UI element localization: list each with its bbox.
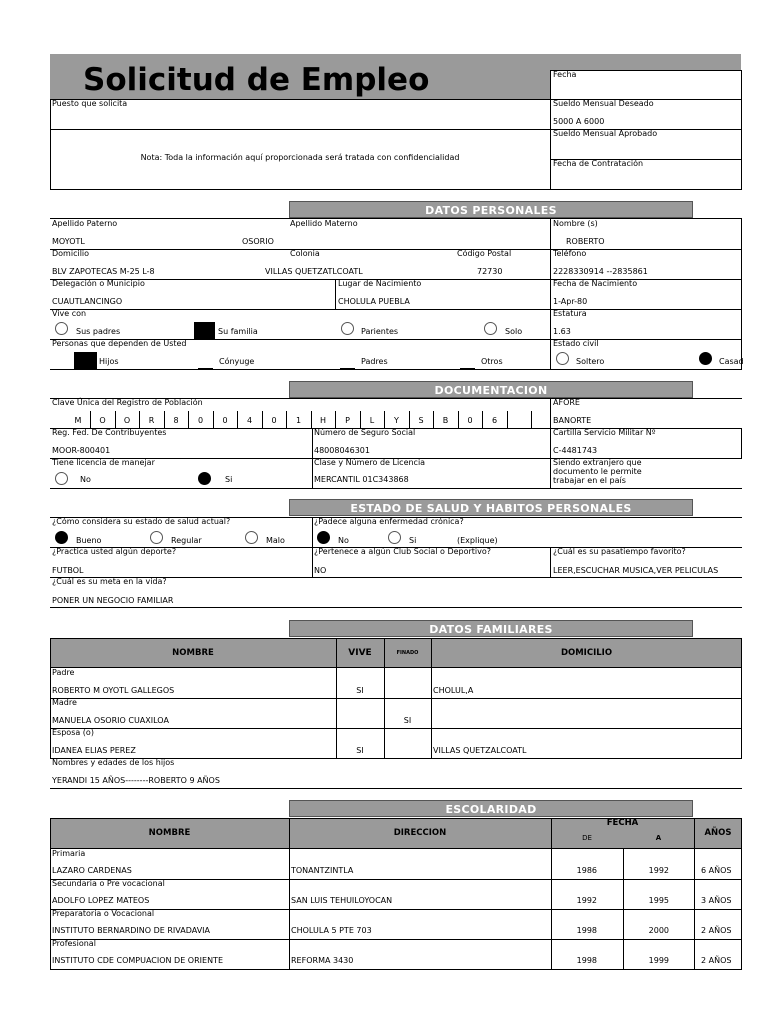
cronica-si-radio[interactable] bbox=[388, 531, 401, 544]
escolaridad-de[interactable]: 1998 bbox=[576, 926, 597, 935]
curp-char-8[interactable]: 4 bbox=[246, 416, 253, 425]
estatura-value[interactable]: 1.63 bbox=[553, 327, 571, 336]
curp-char-14[interactable]: Y bbox=[394, 416, 399, 425]
page-title: Solicitud de Empleo bbox=[83, 62, 430, 98]
apellido-materno-label: Apellido Materno bbox=[290, 219, 358, 228]
meta-label: ¿Cuál es su meta en la vida? bbox=[52, 577, 167, 586]
escolaridad-nombre[interactable]: ADOLFO LOPEZ MATEOS bbox=[52, 896, 150, 905]
salud-bueno-label: Bueno bbox=[76, 536, 102, 545]
escolaridad-de[interactable]: 1992 bbox=[576, 896, 597, 905]
section-header-salud: ESTADO DE SALUD Y HABITOS PERSONALES bbox=[289, 499, 693, 516]
fecha-nac-label: Fecha de Nacimiento bbox=[553, 279, 638, 288]
familiar-vive[interactable]: SI bbox=[356, 746, 364, 755]
vive-con-solo-radio[interactable] bbox=[484, 322, 497, 335]
rfc-label: Reg. Fed. De Contribuyentes bbox=[52, 428, 167, 437]
hijos-label: Nombres y edades de los hijos bbox=[52, 758, 175, 767]
familiar-finado[interactable]: SI bbox=[403, 716, 412, 725]
curp-char-7[interactable]: 0 bbox=[222, 416, 228, 425]
curp-cell-divider bbox=[531, 411, 532, 428]
lugar-nac-label: Lugar de Nacimiento bbox=[338, 279, 422, 288]
cartilla-label: Cartilla Servicio Militar Nº bbox=[553, 428, 656, 437]
licencia-si-label: Si bbox=[225, 475, 233, 484]
dependientes-label: Personas que dependen de Usted bbox=[52, 339, 187, 348]
curp-char-15[interactable]: S bbox=[418, 416, 424, 425]
salud-regular-label: Regular bbox=[171, 536, 202, 545]
curp-char-5[interactable]: 8 bbox=[173, 416, 179, 425]
clase-licencia-label: Clase y Número de Licencia bbox=[314, 458, 426, 467]
curp-char-2[interactable]: O bbox=[99, 416, 106, 425]
curp-char-10[interactable]: 1 bbox=[295, 416, 302, 425]
vive-con-parientes-label: Parientes bbox=[361, 327, 399, 336]
escolaridad-direccion[interactable]: SAN LUIS TEHUILOYOCAN bbox=[291, 896, 393, 905]
dependientes-padres-blank[interactable] bbox=[340, 368, 355, 369]
colonia-label: Colonia bbox=[290, 249, 320, 258]
salud-regular-radio[interactable] bbox=[150, 531, 163, 544]
vive-con-label: Vive con bbox=[52, 309, 87, 318]
familiar-domicilio[interactable]: VILLAS QUETZALCOATL bbox=[433, 746, 527, 755]
salud-bueno-radio[interactable] bbox=[55, 531, 68, 544]
fecha-box[interactable] bbox=[550, 70, 742, 100]
telefono-value[interactable]: 2228330914 --2835861 bbox=[553, 267, 648, 276]
sueldo-deseado-label: Sueldo Mensual Deseado bbox=[553, 99, 654, 108]
afore-value[interactable]: BANORTE bbox=[553, 416, 592, 425]
cronica-no-label: No bbox=[338, 536, 349, 545]
vive-con-parientes-radio[interactable] bbox=[341, 322, 354, 335]
escolaridad-direccion[interactable]: REFORMA 3430 bbox=[291, 956, 354, 965]
domicilio-label: Domicilio bbox=[52, 249, 90, 258]
estado-civil-casado-radio[interactable] bbox=[699, 352, 712, 365]
estado-civil-soltero-label: Soltero bbox=[576, 357, 605, 366]
nombre-label: Nombre (s) bbox=[553, 219, 598, 228]
vive-con-familia-label: Su familia bbox=[218, 327, 258, 336]
header-frame bbox=[50, 99, 742, 190]
estado-civil-casado-label: Casad bbox=[719, 357, 744, 366]
escolaridad-nombre[interactable]: LAZARO CARDENAS bbox=[52, 866, 132, 875]
delegacion-value[interactable]: CUAUTLANCINGO bbox=[52, 297, 123, 306]
escolaridad-nivel: Preparatoria o Vocacional bbox=[52, 909, 155, 918]
curp-char-13[interactable]: L bbox=[369, 416, 375, 425]
familiar-nombre[interactable]: MANUELA OSORIO CUAXILOA bbox=[52, 716, 169, 725]
hijos-value[interactable]: YERANDI 15 AÑOS--------ROBERTO 9 AÑOS bbox=[52, 776, 220, 785]
meta-value[interactable]: PONER UN NEGOCIO FAMILIAR bbox=[52, 596, 174, 605]
delegacion-label: Delegación o Municipio bbox=[52, 279, 145, 288]
vive-con-padres-label: Sus padres bbox=[76, 327, 121, 336]
estado-civil-label: Estado civil bbox=[553, 339, 599, 348]
escolaridad-col-a: A bbox=[655, 834, 662, 842]
familiares-col-finado: FINADO bbox=[396, 650, 419, 656]
escolaridad-nivel: Primaria bbox=[52, 849, 86, 858]
escolaridad-de[interactable]: 1998 bbox=[576, 956, 597, 965]
cartilla-value[interactable]: C-4481743 bbox=[553, 446, 598, 455]
curp-label: Clave Única del Registro de Población bbox=[52, 398, 203, 407]
sueldo-aprobado-label: Sueldo Mensual Aprobado bbox=[553, 129, 658, 138]
extranjero-label-line-2: documento le permite bbox=[553, 467, 642, 476]
dependientes-padres-label: Padres bbox=[361, 357, 388, 366]
escolaridad-nombre[interactable]: INSTITUTO CDE COMPUACION DE ORIENTE bbox=[52, 956, 223, 965]
cp-label: Código Postal bbox=[457, 249, 512, 258]
dependientes-hijos-checkbox[interactable] bbox=[74, 352, 97, 369]
escolaridad-de[interactable]: 1986 bbox=[576, 866, 597, 875]
familiares-col-vive: VIVE bbox=[348, 648, 372, 658]
familiar-rel: Padre bbox=[52, 668, 75, 677]
escolaridad-a[interactable]: 1995 bbox=[648, 896, 669, 905]
escolaridad-col-direccion: DIRECCION bbox=[393, 828, 447, 838]
pasatiempo-label: ¿Cuál es su pasatiempo favorito? bbox=[553, 547, 686, 556]
escolaridad-anos[interactable]: 3 AÑOS bbox=[701, 896, 732, 905]
familiar-nombre[interactable]: IDANEA ELIAS PEREZ bbox=[52, 746, 136, 755]
familiar-vive[interactable]: SI bbox=[356, 686, 364, 695]
telefono-label: Teléfono bbox=[553, 249, 587, 258]
dependientes-otros-label: Otros bbox=[481, 357, 503, 366]
licencia-si-radio[interactable] bbox=[198, 472, 211, 485]
lugar-nac-value[interactable]: CHOLULA PUEBLA bbox=[338, 297, 410, 306]
escolaridad-direccion[interactable]: TONANTZINTLA bbox=[291, 866, 354, 875]
licencia-no-label: No bbox=[80, 475, 91, 484]
nombre-value[interactable]: ROBERTO bbox=[566, 237, 605, 246]
dependientes-conyuge-blank[interactable] bbox=[198, 368, 213, 369]
nss-label: Número de Seguro Social bbox=[314, 428, 416, 437]
vive-con-padres-radio[interactable] bbox=[55, 322, 68, 335]
section-header-familiares: DATOS FAMILIARES bbox=[289, 620, 693, 637]
familiar-rel: Madre bbox=[52, 698, 77, 707]
salud-malo-radio[interactable] bbox=[245, 531, 258, 544]
cronica-no-radio[interactable] bbox=[317, 531, 330, 544]
section-header-documentacion: DOCUMENTACION bbox=[289, 381, 693, 398]
escolaridad-col-de: DE bbox=[582, 834, 592, 842]
extranjero-label-line-1: Siendo extranjero que bbox=[553, 458, 642, 467]
rfc-value[interactable]: MOOR-800401 bbox=[52, 446, 111, 455]
clase-licencia-value[interactable]: MERCANTIL 01C343868 bbox=[314, 475, 409, 484]
dependientes-conyuge-label: Cónyuge bbox=[219, 357, 255, 366]
club-label: ¿Pertenece a algún Club Social o Deportivo? bbox=[314, 547, 492, 556]
dependientes-hijos-label: Hijos bbox=[99, 357, 119, 366]
licencia-no-radio[interactable] bbox=[55, 472, 68, 485]
cronica-explique-label: (Explique) bbox=[457, 536, 498, 545]
escolaridad-col-nombre: NOMBRE bbox=[148, 828, 191, 838]
dependientes-otros-blank[interactable] bbox=[460, 368, 475, 369]
salud-malo-label: Malo bbox=[266, 536, 285, 545]
curp-char-3[interactable]: O bbox=[123, 416, 131, 425]
estatura-label: Estatura bbox=[553, 309, 587, 318]
club-value[interactable]: NO bbox=[314, 566, 327, 575]
escolaridad-nivel: Profesional bbox=[52, 939, 96, 948]
curp-char-11[interactable]: H bbox=[319, 416, 326, 425]
estado-salud-label: ¿Cómo considera su estado de salud actual? bbox=[52, 517, 231, 526]
escolaridad-col-anos: AÑOS bbox=[704, 828, 732, 838]
apellido-paterno-label: Apellido Paterno bbox=[52, 219, 118, 228]
extranjero-label-line-3: trabajar en el país bbox=[553, 476, 626, 485]
curp-char-9[interactable]: 0 bbox=[271, 416, 277, 425]
deporte-label: ¿Practica usted algún deporte? bbox=[52, 547, 177, 556]
cronica-label: ¿Padece alguna enfermedad crónica? bbox=[314, 517, 464, 526]
familiar-rel: Esposa (o) bbox=[52, 728, 94, 737]
estado-civil-soltero-radio[interactable] bbox=[556, 352, 569, 365]
apellido-paterno-value[interactable]: MOYOTL bbox=[52, 237, 85, 246]
escolaridad-nombre[interactable]: INSTITUTO BERNARDINO DE RIVADAVIA bbox=[52, 926, 210, 935]
escolaridad-anos[interactable]: 6 AÑOS bbox=[701, 866, 732, 875]
pasatiempo-value[interactable]: LEER,ESCUCHAR MUSICA,VER PELICULAS bbox=[553, 566, 719, 575]
curp-cell-divider bbox=[507, 411, 508, 428]
escolaridad-anos[interactable]: 2 AÑOS bbox=[701, 926, 732, 935]
section-header-datos-personales: DATOS PERSONALES bbox=[289, 201, 693, 218]
fecha-contratacion-label: Fecha de Contratación bbox=[553, 159, 644, 168]
curp-char-1[interactable]: M bbox=[74, 416, 82, 425]
familiares-col-domicilio: DOMICILIO bbox=[560, 648, 613, 658]
cp-value[interactable]: 72730 bbox=[477, 267, 503, 276]
escolaridad-a[interactable]: 1999 bbox=[648, 956, 669, 965]
familiares-col-nombre: NOMBRE bbox=[172, 648, 214, 658]
escolaridad-col-fecha: FECHA bbox=[606, 818, 639, 828]
vive-con-solo-label: Solo bbox=[505, 327, 523, 336]
confidentiality-note: Nota: Toda la información aquí proporcionada será tratada con confidencialidad bbox=[140, 153, 460, 162]
nss-value[interactable]: 48008046301 bbox=[314, 446, 370, 455]
escolaridad-a[interactable]: 1992 bbox=[648, 866, 669, 875]
colonia-value[interactable]: VILLAS QUETZATLCOATL bbox=[265, 267, 363, 276]
escolaridad-anos[interactable]: 2 AÑOS bbox=[701, 956, 732, 965]
fecha-nac-value[interactable]: 1-Apr-80 bbox=[553, 297, 588, 306]
vive-con-familia-checkbox[interactable] bbox=[194, 322, 215, 339]
curp-char-18[interactable]: 6 bbox=[491, 416, 498, 425]
escolaridad-nivel: Secundaria o Pre vocacional bbox=[52, 879, 165, 888]
familiar-nombre[interactable]: ROBERTO M OYOTL GALLEGOS bbox=[52, 686, 175, 695]
curp-char-6[interactable]: 0 bbox=[197, 416, 204, 425]
fecha-label: Fecha bbox=[553, 70, 577, 79]
sueldo-deseado-value[interactable]: 5000 A 6000 bbox=[553, 117, 605, 126]
escolaridad-direccion[interactable]: CHOLULA 5 PTE 703 bbox=[291, 926, 372, 935]
escolaridad-a[interactable]: 2000 bbox=[648, 926, 669, 935]
cronica-si-label: Si bbox=[409, 536, 417, 545]
apellido-materno-value[interactable]: OSORIO bbox=[242, 237, 274, 246]
familiar-domicilio[interactable]: CHOLUL,A bbox=[433, 686, 474, 695]
curp-char-12[interactable]: P bbox=[345, 416, 350, 425]
curp-char-16[interactable]: B bbox=[442, 416, 449, 425]
deporte-value[interactable]: FUTBOL bbox=[52, 566, 84, 575]
puesto-label: Puesto que solicita bbox=[52, 99, 128, 108]
licencia-label: Tiene licencia de manejar bbox=[52, 458, 155, 467]
domicilio-value[interactable]: BLV ZAPOTECAS M-25 L-8 bbox=[52, 267, 155, 276]
curp-char-4[interactable]: R bbox=[148, 416, 155, 425]
afore-label: AFORE bbox=[553, 398, 580, 407]
section-header-escolaridad: ESCOLARIDAD bbox=[289, 800, 693, 817]
curp-char-17[interactable]: 0 bbox=[467, 416, 473, 425]
